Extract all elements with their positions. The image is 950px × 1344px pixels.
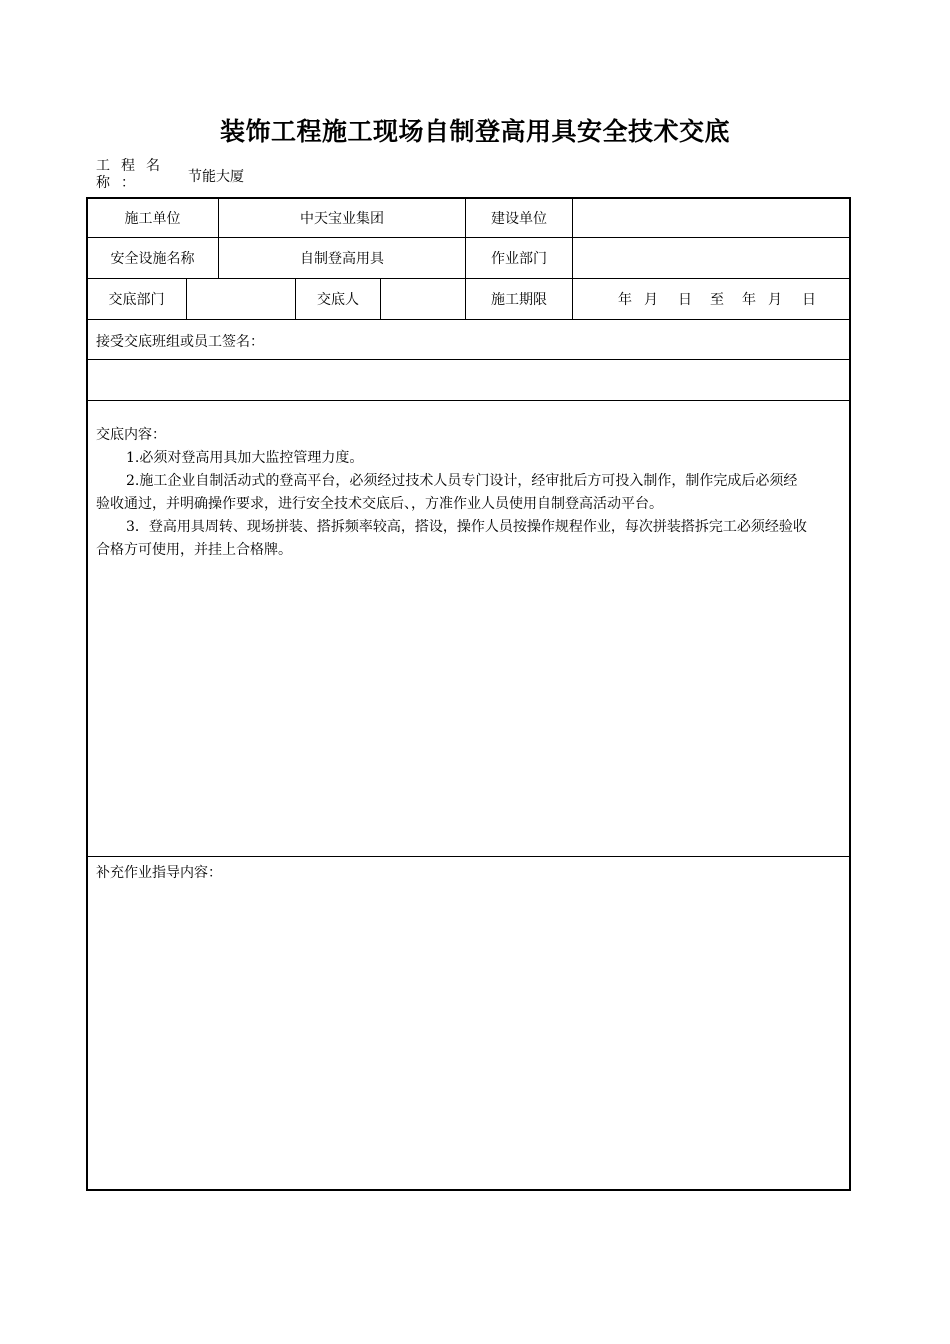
handover-department-value[interactable] bbox=[187, 279, 295, 319]
work-department-label-text: 作业部门 bbox=[491, 251, 547, 267]
safety-facility-name-label-text: 安全设施名称 bbox=[110, 251, 195, 267]
construction-period-label bbox=[466, 279, 572, 319]
handover-person-label-text: 交底人 bbox=[317, 292, 359, 308]
document-title: 装饰工程施工现场自制登高用具安全技术交底 bbox=[219, 117, 730, 146]
project-name-label-text: 工程名称： bbox=[96, 158, 171, 191]
period-day-end: 日 bbox=[802, 292, 816, 308]
construction-period-value[interactable] bbox=[573, 279, 850, 319]
builder-unit-label bbox=[466, 198, 572, 237]
period-year-end: 年 bbox=[742, 292, 756, 308]
content-heading: 交底内容： bbox=[96, 427, 166, 443]
construction-unit-value-text: 中天宝业集团 bbox=[300, 210, 384, 227]
safety-facility-name-value bbox=[219, 238, 465, 278]
safety-facility-name-value-text: 自制登高用具 bbox=[300, 251, 384, 267]
row-divider bbox=[87, 400, 850, 401]
supplement-label: 补充作业指导内容： bbox=[96, 865, 222, 881]
content-item-1: 1.必须对登高用具加大监控管理力度。 bbox=[126, 450, 364, 466]
work-department-label bbox=[466, 238, 572, 278]
safety-facility-name-label bbox=[87, 238, 218, 278]
construction-unit-label bbox=[87, 198, 218, 237]
signature-label: 接受交底班组或员工签名： bbox=[96, 334, 264, 350]
period-day-start: 日 bbox=[678, 292, 692, 308]
handover-person-label bbox=[296, 279, 380, 319]
content-item-3: 3．登高用具周转、现场拼装、搭拆频率较高，搭设，操作人员按操作规程作业，每次拼装搭拆完工必须经验收合格方可使用，并挂上合格牌。 bbox=[96, 519, 807, 558]
project-name-label bbox=[96, 158, 176, 192]
work-department-value[interactable] bbox=[573, 238, 850, 278]
row-divider bbox=[87, 319, 850, 320]
construction-period-label-text: 施工期限 bbox=[491, 292, 547, 308]
handover-department-label-text: 交底部门 bbox=[108, 292, 165, 308]
builder-unit-label-text: 建设单位 bbox=[491, 210, 547, 227]
content-item-2: 2.施工企业自制活动式的登高平台，必须经过技术人员专门设计，经审批后方可投入制作，制作完成后必须经验收通过，并明确操作要求，进行安全技术交底后、，方准作业人员使用自制登高活动平台。 bbox=[96, 473, 798, 512]
project-name-value: 节能大厦 bbox=[188, 169, 244, 185]
period-month-start: 月 bbox=[644, 292, 658, 308]
period-to: 至 bbox=[710, 292, 724, 308]
supplement-area[interactable] bbox=[87, 885, 850, 1189]
handover-content bbox=[96, 424, 808, 562]
construction-unit-value bbox=[219, 198, 465, 237]
handover-department-label bbox=[87, 279, 186, 319]
period-month-end: 月 bbox=[768, 292, 782, 308]
builder-unit-value[interactable] bbox=[573, 198, 850, 237]
row-divider bbox=[87, 856, 850, 857]
handover-person-value[interactable] bbox=[381, 279, 465, 319]
construction-unit-label-text: 施工单位 bbox=[124, 210, 181, 227]
signature-area[interactable] bbox=[87, 360, 850, 400]
period-year-start: 年 bbox=[618, 292, 632, 308]
